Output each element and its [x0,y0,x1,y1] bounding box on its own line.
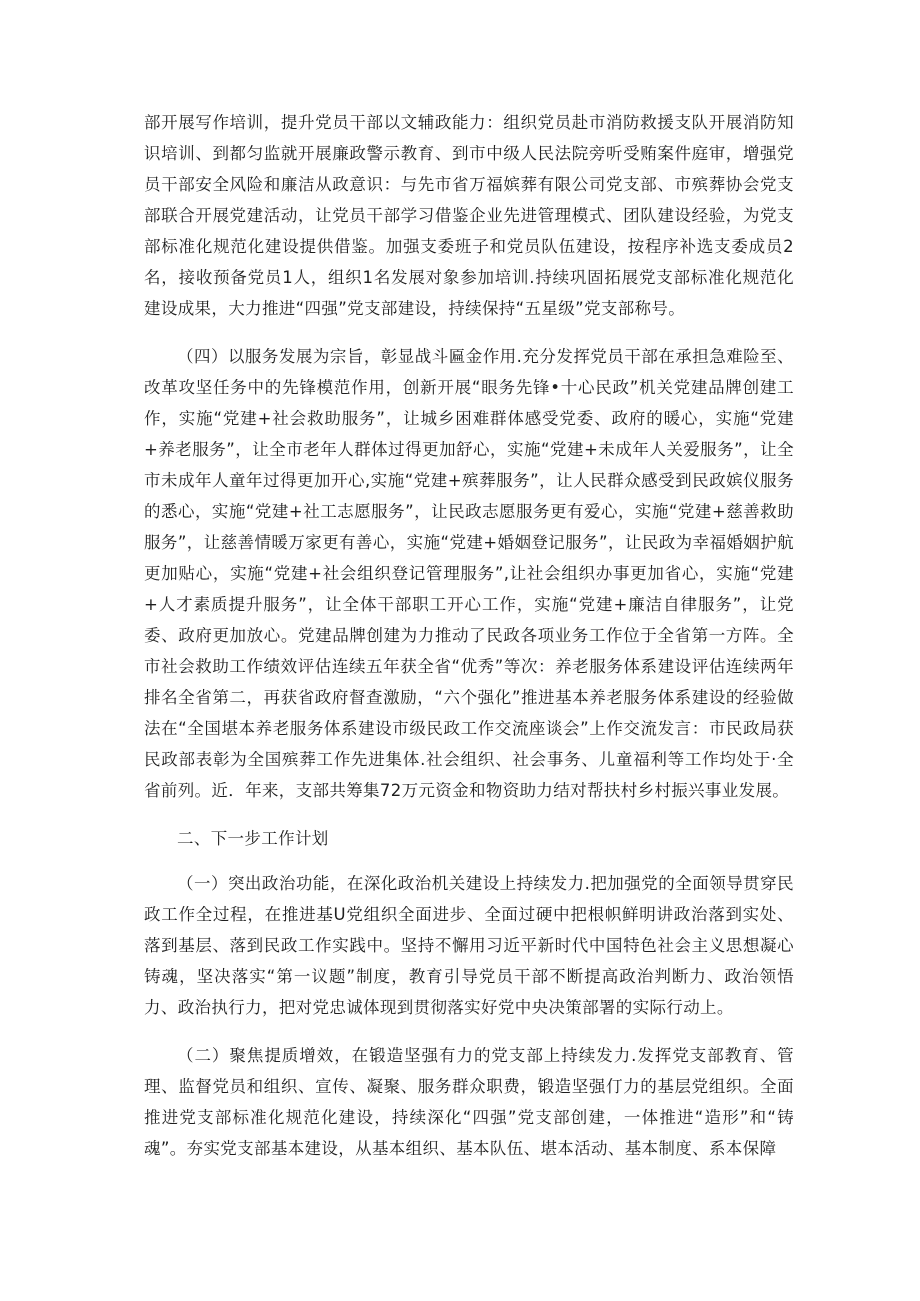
paragraph-political-function: （一）突出政治功能，在深化政治机关建设上持续发力.把加强党的全面领导贯穿民政工作全过程，在推进基U党组织全面进步、全面过硬中把根帜鲜明讲政治落到实处、落到基层、落到民政工作实践中。坚持不懈用习近平新时代中国特色社会主义思想凝心铸魂，坚决落实“第一议题”制度，教育引导党员干部不断提高政治判断力、政治领悟力、政治执行力，把对党忠诚体现到贯彻落实好党中央决策部署的实际行动上。 [144,874,794,1017]
section-heading-next-plan: 二、下一步工作计划 [177,829,329,848]
paragraph-training: 部开展写作培训，提升党员干部以文辅政能力：组织党员赴市消防救援支队开展消防知识培训、到都匀监就开展廉政警示教育、到市中级人民法院旁听受贿案件庭审，增强党员干部安全风险和廉洁从政意识：与先市省万福嫔葬有限公司党支部、市殡葬协会党支部联合开展党建活动，让党员干部学习借鉴企业先进管理模式、团队建设经验，为党支部标准化规范化建设提供借鉴。加强支委班子和党员队伍建设，按程序补选支委成员2名，接收预备党员1人，组织1名发展对象参加培训.持续巩固拓展党支部标准化规范化建设成果，大力推进“四强”党支部建设，持续保持“五星级”党支部称号。 [144,113,794,318]
document-body [144,107,794,1181]
paragraph-service-development: （四）以服务发展为宗旨，彰显战斗匾金作用.充分发挥党员干部在承担急难险至、改革攻坚任务中的先锋模范作用，创新开展“眼务先锋•十心民政”机关党建品牌创建工作，实施“党建+社会救助服务”，让城乡困难群体感受党委、政府的暖心，实施“党建+养老服务”，让全市老年人群体过得更加舒心，实施“党建+未成年人关爱服务”，让全市未成年人童年过得更加开心,实施“党建+殡葬服务”，让人民群众感受到民政嫔仪服务的悉心，实施“党建+社工志愿服务”，让民政志愿服务更有爱心，实施“党建+慈善救助服务”，让慈善情暖万家更有善心，实施“党建+婚姻登记服务”，让民政为幸福婚姻护航更加贴心，实施“党建+社会组织登记管理服务”,让社会组织办事更加省心，实施“党建+人才素质提升服务”，让全体干部职工开心工作，实施“党建+廉洁自律服务”，让党委、政府更加放心。党建品牌创建为力推动了民政各项业务工作位于全省第一方阵。全市社会救助工作绩效评估连续五年获全省“优秀”等次：养老服务体系建设评估连续两年排名全省第二，再获省政府督查激励，“六个强化”推进基本养老服务体系建设的经验做法在“全国堪本养老服务体系建设市级民政工作交流座谈会”上作交流发言：市民政局获民政部表彰为全国殡葬工作先进集体.社会组织、社会事务、儿童福利等工作均处于·全省前列。近．年来，支部共筹集72万元资金和物资助力结对帮扶村乡村振兴事业发展。 [144,347,794,800]
paragraph-quality-efficiency: （二）聚焦提质增效，在锻造坚强有力的党支部上持续发力.发挥党支部教育、管理、监督党员和组织、宣传、凝聚、服务群众职费，锻造坚强仃力的基层党组织。全面推进党支部标准化规范化建设，持续深化“四强”党支部创建，一体推进“造形”和“铸魂”。夯实党支部基本建设，从基本组织、基本队伍、堪本活动、基本制度、系本保障 [144,1046,794,1158]
